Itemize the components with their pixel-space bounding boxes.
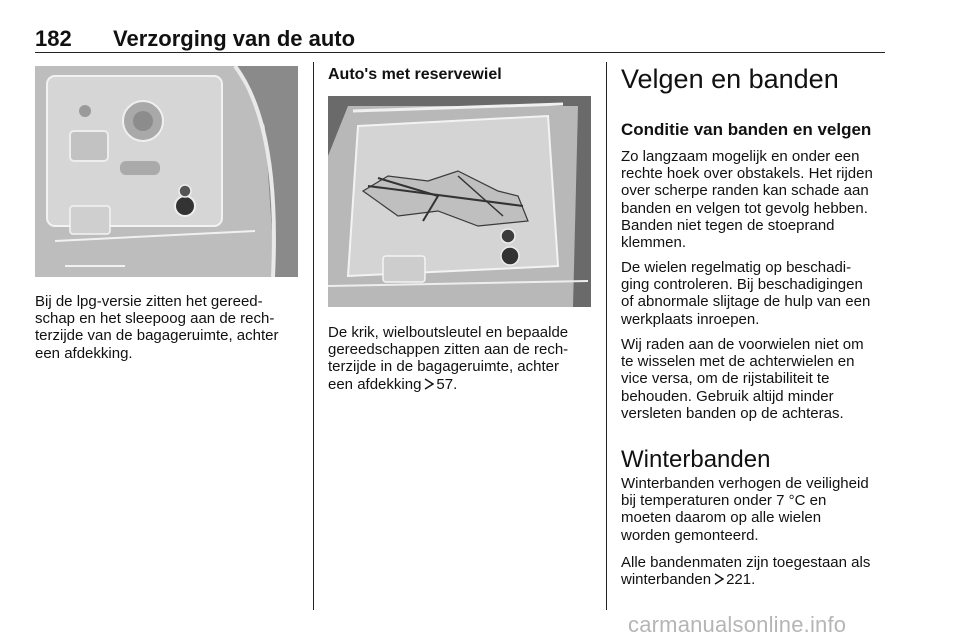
subsection-title-condition: Conditie van banden en velgen xyxy=(621,120,872,139)
text-line: versleten banden op de achteras. xyxy=(621,404,844,422)
text-line: gereedschappen zitten aan de rech- xyxy=(328,341,569,359)
page-header xyxy=(35,24,885,53)
text-line: een afdekking. xyxy=(35,344,133,362)
text-line: Alle bandenmaten zijn toegestaan als xyxy=(621,554,871,571)
text-fragment: winterbanden xyxy=(621,571,712,589)
paragraph-3 xyxy=(621,336,889,422)
text-line: De wielen regelmatig op beschadi- xyxy=(621,259,852,276)
section-title-winter-tyres: Winterbanden xyxy=(621,446,771,473)
text-line: over scherpe randen kan schade aan xyxy=(621,182,869,200)
column-divider-left xyxy=(313,62,314,610)
paragraph-1 xyxy=(621,148,889,251)
column-divider-right xyxy=(606,62,607,610)
text-line: moeten daarom op alle wielen xyxy=(621,509,822,527)
page-number: 182 xyxy=(35,26,72,51)
text-line: worden gemonteerd. xyxy=(621,526,759,544)
text-line: banden en velgen tot gevolg hebben. xyxy=(621,199,868,217)
text-line: Winterbanden verhogen de veiligheid xyxy=(621,475,869,492)
page-title: Verzorging van de auto xyxy=(113,26,356,51)
text-line: Wij raden aan de voorwielen niet om xyxy=(621,336,864,353)
text-line: Bij de lpg-versie zitten het gereed- xyxy=(35,293,263,310)
middle-paragraph xyxy=(328,324,596,393)
paragraph-5 xyxy=(621,554,889,588)
text-line xyxy=(328,376,596,393)
paragraph-2 xyxy=(621,259,889,328)
text-line xyxy=(621,571,889,588)
watermark: carmanualsonline.info xyxy=(628,612,847,637)
text-line: Banden niet tegen de stoeprand xyxy=(621,216,835,234)
page-reference-link[interactable]: 57. xyxy=(436,375,458,393)
text-line: bij temperaturen onder 7 °C en xyxy=(621,492,827,510)
text-line: Zo langzaam mogelijk en onder een xyxy=(621,148,860,165)
jack-toolkit-figure xyxy=(328,96,591,307)
text-fragment: een afdekking xyxy=(328,375,422,393)
text-line: rechte hoek over obstakels. Het rijden xyxy=(621,165,873,183)
lpg-toolkit-figure xyxy=(35,66,298,277)
text-line: of abnormale slijtage de hulp van een xyxy=(621,293,871,311)
text-line: klemmen. xyxy=(621,234,687,252)
page-reference-link[interactable]: 221. xyxy=(726,571,756,589)
text-line: te wisselen met de achterwielen en xyxy=(621,353,855,371)
section-title-wheels-tyres: Velgen en banden xyxy=(621,64,839,94)
text-line: werkplaats inroepen. xyxy=(621,310,760,328)
text-line: De krik, wielboutsleutel en bepaalde xyxy=(328,324,569,341)
text-line: terzijde in de bagageruimte, achter xyxy=(328,358,559,376)
text-line: ging controleren. Bij beschadigingen xyxy=(621,276,863,294)
reference-arrow-icon xyxy=(424,378,434,390)
reference-arrow-icon xyxy=(714,573,724,585)
left-paragraph xyxy=(35,293,303,362)
text-line: behouden. Gebruik altijd minder xyxy=(621,387,834,405)
text-line: schap en het sleepoog aan de rech- xyxy=(35,310,275,328)
text-line: terzijde van de bagageruimte, achter xyxy=(35,327,279,345)
text-line: vice versa, om de rijstabiliteit te xyxy=(621,370,830,388)
paragraph-4 xyxy=(621,475,889,544)
spare-wheel-heading: Auto's met reservewiel xyxy=(328,66,502,83)
